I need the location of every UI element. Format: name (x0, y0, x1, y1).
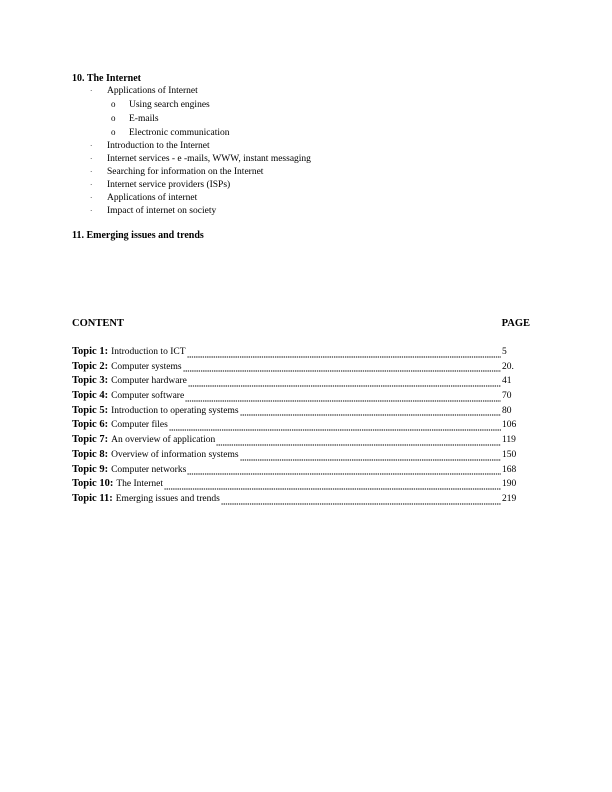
toc-row (72, 464, 520, 479)
toc-dot-leader (169, 429, 501, 431)
list-item (90, 179, 311, 192)
internet-section-heading: 10. The Internet (72, 73, 141, 84)
list-item (90, 153, 311, 166)
list-item-text: Applications of Internet (107, 86, 198, 96)
toc-dot-leader (216, 444, 501, 446)
toc-row (72, 390, 520, 405)
contents-title: CONTENT (72, 318, 124, 329)
toc-dot-leader (221, 503, 501, 505)
toc-dot-leader (240, 459, 501, 461)
list-item (90, 205, 311, 218)
sub-bullet-marker: o (111, 113, 116, 123)
toc-dot-leader (187, 356, 502, 358)
emerging-section-heading: 11. Emerging issues and trends (72, 230, 204, 241)
toc-topic-title: Computer hardware (111, 376, 187, 387)
toc-topic-title: Computer software (111, 391, 185, 402)
toc-topic-title: Computer systems (111, 361, 182, 372)
toc-page-number: 106 (502, 420, 517, 431)
sub-list-item-text: E-mails (129, 114, 159, 124)
toc-dot-leader (185, 400, 501, 402)
contents-page-column-title: PAGE (501, 318, 530, 329)
bullet-marker: · (90, 87, 93, 95)
toc-topic-label: Topic 6: (72, 419, 109, 431)
toc-page-number: 150 (502, 449, 517, 460)
toc-row (72, 346, 520, 361)
toc-page-number: 20. (502, 361, 514, 372)
internet-topics-list (90, 85, 311, 218)
toc-page-number: 219 (502, 493, 517, 504)
sub-list-item (90, 126, 311, 140)
toc-row (72, 478, 520, 493)
toc-topic-label: Topic 7: (72, 434, 109, 446)
toc-page-number: 70 (502, 391, 512, 402)
list-item-text: Introduction to the Internet (107, 141, 210, 151)
toc-topic-title: Computer files (111, 420, 168, 431)
list-item (90, 85, 311, 140)
toc-row (72, 361, 520, 376)
toc-dot-leader (183, 370, 501, 372)
applications-sub-list (90, 98, 311, 140)
toc-topic-title: Computer networks (111, 464, 187, 475)
toc-page-number: 168 (502, 464, 517, 475)
toc-row (72, 493, 520, 508)
toc-topic-label: Topic 11: (72, 492, 113, 504)
table-of-contents (72, 346, 520, 508)
toc-dot-leader (188, 385, 501, 387)
bullet-marker: · (90, 155, 93, 163)
toc-topic-label: Topic 1: (72, 346, 109, 357)
bullet-marker: · (90, 168, 93, 176)
list-item (90, 166, 311, 179)
toc-page-number: 5 (502, 347, 507, 357)
toc-topic-label: Topic 2: (72, 360, 109, 372)
toc-page-number: 119 (502, 435, 516, 446)
bullet-marker: · (90, 142, 93, 150)
toc-page-number: 190 (502, 479, 517, 490)
sub-bullet-marker: o (111, 127, 116, 137)
toc-topic-title: Overview of information systems (111, 449, 239, 460)
sub-list-item (90, 112, 311, 126)
toc-row (72, 419, 520, 434)
bullet-marker: · (90, 207, 93, 215)
sub-bullet-marker: o (111, 99, 116, 109)
toc-topic-label: Topic 8: (72, 448, 109, 460)
sub-list-item-text: Using search engines (129, 100, 210, 110)
list-item-text: Impact of internet on society (107, 206, 217, 216)
list-item-text: Applications of internet (107, 193, 198, 203)
toc-row (72, 434, 520, 449)
toc-topic-label: Topic 4: (72, 390, 109, 402)
toc-dot-leader (240, 414, 501, 416)
toc-topic-title: Introduction to ICT (111, 347, 186, 357)
toc-topic-title: Introduction to operating systems (111, 405, 239, 416)
toc-topic-label: Topic 9: (72, 463, 109, 475)
toc-row (72, 449, 520, 464)
toc-dot-leader (187, 473, 501, 475)
toc-dot-leader (164, 488, 501, 490)
list-item-text: Internet service providers (ISPs) (107, 180, 231, 190)
toc-page-number: 41 (502, 376, 512, 387)
toc-topic-title: Emerging issues and trends (115, 493, 220, 504)
toc-topic-label: Topic 5: (72, 404, 109, 416)
list-item (90, 140, 311, 153)
toc-topic-title: The Internet (116, 479, 164, 490)
toc-page-number: 80 (502, 405, 512, 416)
bullet-marker: · (90, 194, 93, 202)
toc-topic-title: An overview of application (111, 435, 216, 446)
toc-topic-label: Topic 3: (72, 375, 109, 387)
contents-header (72, 318, 530, 330)
list-item (90, 192, 311, 205)
toc-row (72, 405, 520, 420)
list-item-text: Internet services - e -mails, WWW, instant messaging (107, 154, 311, 164)
toc-row (72, 375, 520, 390)
sub-list-item (90, 98, 311, 112)
list-item-text: Searching for information on the Internet (107, 167, 264, 177)
bullet-marker: · (90, 181, 93, 189)
sub-list-item-text: Electronic communication (129, 128, 230, 138)
toc-topic-label: Topic 10: (72, 478, 114, 490)
